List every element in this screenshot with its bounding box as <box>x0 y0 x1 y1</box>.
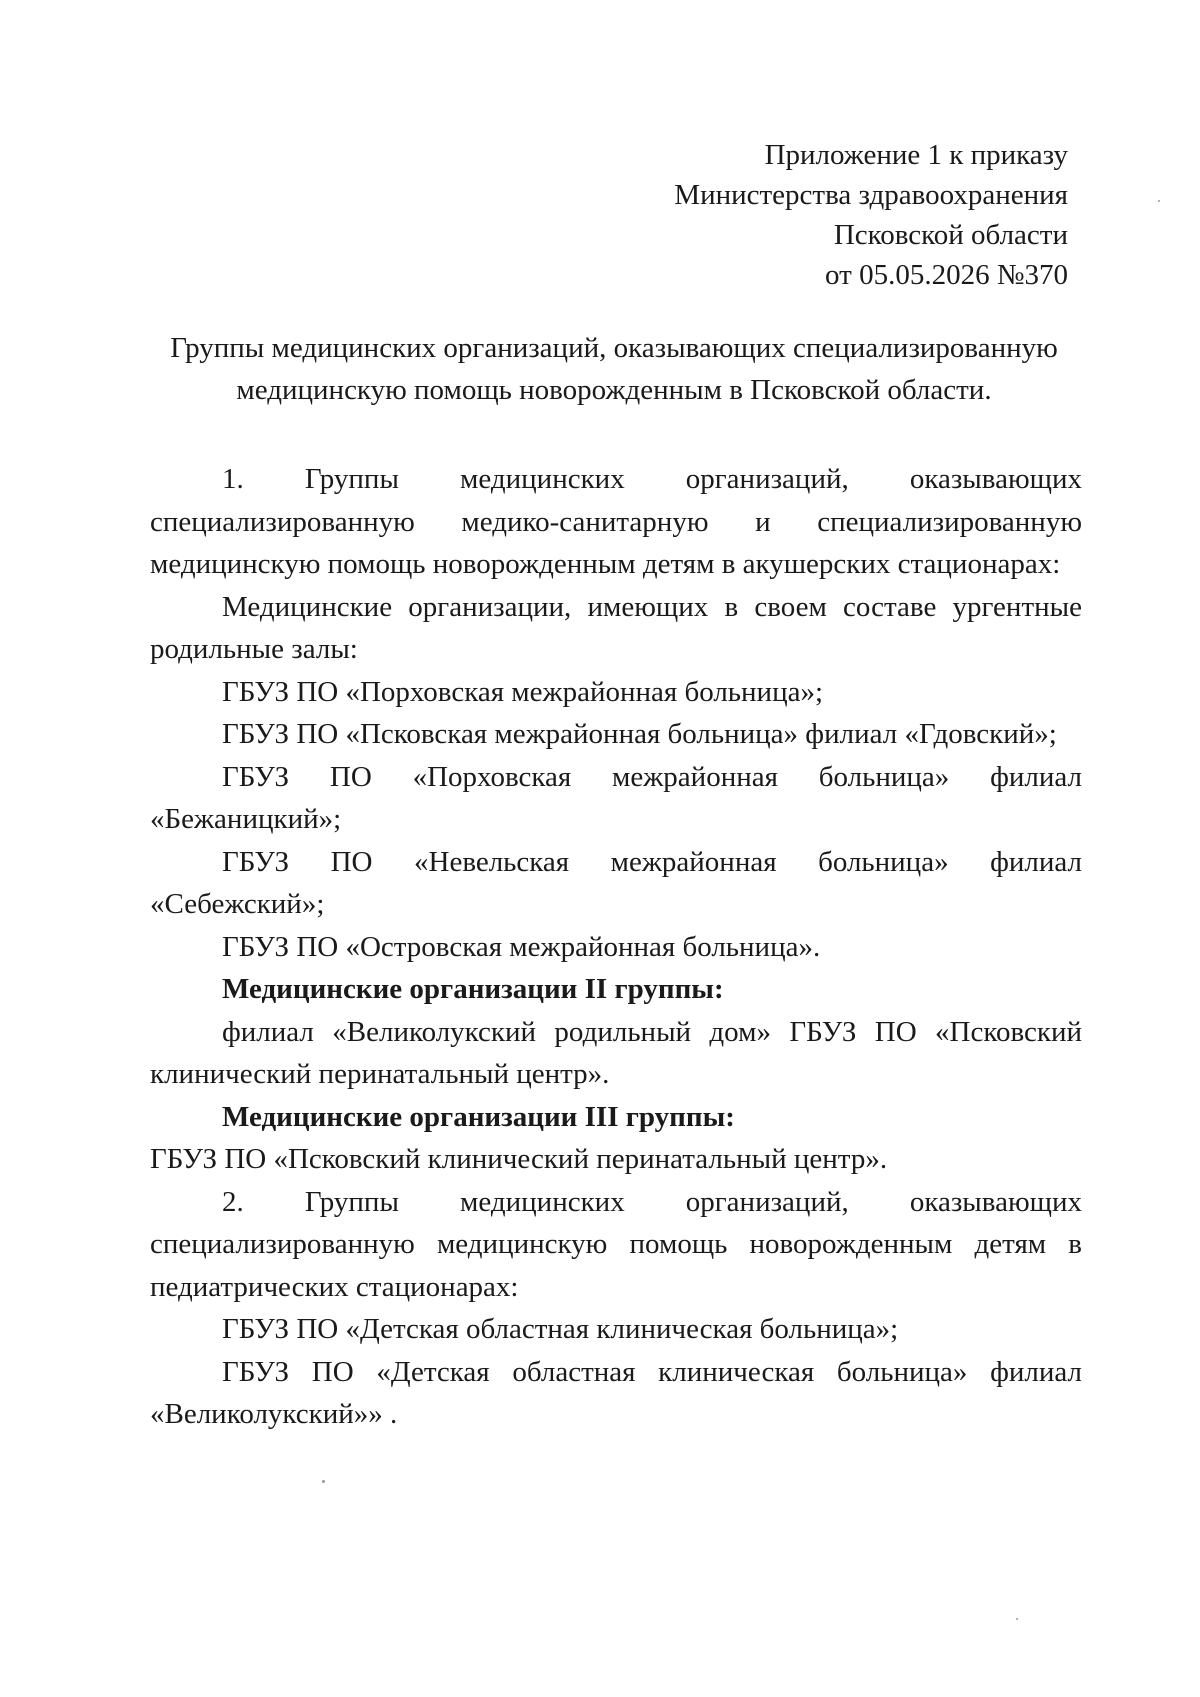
annex-line-1: Приложение 1 к приказу <box>764 139 1068 171</box>
annex-line-2: Министерства здравоохранения <box>674 179 1068 211</box>
group-2-heading: Медицинские организации II группы: <box>222 973 724 1005</box>
group-1-intro: Медицинские организации, имеющих в своем составе ургентные родильные залы: <box>150 590 1082 665</box>
section-2-heading: 2. Группы медицинских организаций, оказывающих специализированную медицинскую помощь новорожденным детям в педиатрических стационарах: <box>150 1185 1082 1303</box>
title-line-2: медицинскую помощь новорожденным в Псковской области. <box>236 374 992 406</box>
document-title <box>150 327 1078 411</box>
group-1-item: ГБУЗ ПО «Порховская межрайонная больница» филиал «Бежаницкий»; <box>150 760 1082 835</box>
scan-speck <box>322 1480 325 1483</box>
section-1-heading: 1. Группы медицинских организаций, оказывающих специализированную медико-санитарную и специализированную медицинскую помощь новорожденным детям в акушерских стационарах: <box>150 463 1082 580</box>
section-2-item: ГБУЗ ПО «Детская областная клиническая больница»; <box>222 1313 899 1345</box>
group-1-item: ГБУЗ ПО «Псковская межрайонная больница» филиал «Гдовский»; <box>222 718 1057 750</box>
annex-header <box>674 135 1068 295</box>
title-line-1: Группы медицинских организаций, оказывающих специализированную <box>170 332 1058 364</box>
annex-line-3: Псковской области <box>833 219 1068 251</box>
group-2-text: филиал «Великолукский родильный дом» ГБУЗ ПО «Псковский клинический перинатальный центр». <box>150 1015 1082 1090</box>
group-1-item: ГБУЗ ПО «Порховская межрайонная больница»; <box>222 675 824 708</box>
annex-line-4: от 05.05.2026 №370 <box>825 259 1068 291</box>
group-3-text: ГБУЗ ПО «Псковский клинический перинатальный центр». <box>150 1143 888 1175</box>
scan-speck <box>1158 200 1160 202</box>
section-2-item: ГБУЗ ПО «Детская областная клиническая больница» филиал «Великолукский»» . <box>150 1355 1082 1430</box>
scan-speck <box>1016 1618 1018 1620</box>
document-body <box>150 458 1082 1436</box>
group-1-item: ГБУЗ ПО «Невельская межрайонная больница» филиал «Себежский»; <box>150 845 1082 920</box>
group-1-item: ГБУЗ ПО «Островская межрайонная больница». <box>222 930 821 963</box>
group-3-heading: Медицинские организации III группы: <box>222 1100 735 1133</box>
